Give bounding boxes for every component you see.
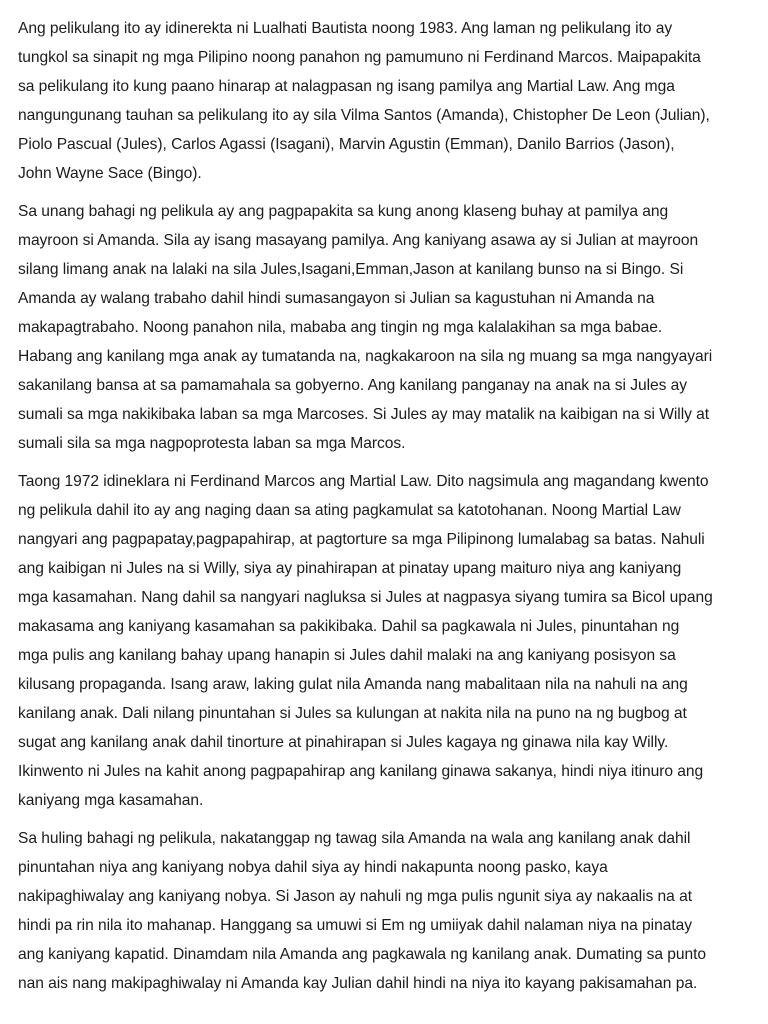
text-line: hindi pa rin nila ito mahanap. Hanggang sa umuwi si Em ng umiiyak dahil nalaman niya na pinatay [18, 917, 692, 934]
text-line: silang limang anak na lalaki na sila Jules,Isagani,Emman,Jason at kanilang bunso na si Bingo. Si [18, 261, 684, 278]
paragraph-2 [18, 197, 756, 458]
text-line: sakanilang bansa at sa pamamahala sa gobyerno. Ang kanilang panganay na anak na si Jules ay [18, 377, 688, 394]
text-line: nan ais nang makipaghiwalay ni Amanda kay Julian dahil hindi na niya ito kayang pakisamahan pa. [18, 975, 698, 992]
text-line: Piolo Pascual (Jules), Carlos Agassi (Isagani), Marvin Agustin (Emman), Danilo Barrios (Jason), [18, 136, 675, 153]
text-line: John Wayne Sace (Bingo). [18, 165, 202, 182]
text-line: Ikinwento ni Jules na kahit anong pagpapahirap ang kanilang ginawa sakanya, hindi niya itinuro ang [18, 763, 704, 780]
text-line: Ang pelikulang ito ay idinerekta ni Lualhati Bautista noong 1983. Ang laman ng pelikulang ito ay [18, 20, 673, 37]
document-body [18, 14, 756, 1007]
text-line: ng pelikula dahil ito ay ang naging daan sa ating pagkamulat sa katotohanan. Noong Martial Law [18, 502, 681, 519]
text-line: nangyari ang pagpapatay,pagpapahirap, at pagtorture sa mga Pilipinong lumalabag sa batas. Nahuli [18, 531, 705, 548]
text-line: nakipaghiwalay ang kaniyang nobya. Si Jason ay nahuli ng mga pulis ngunit siya ay nakaalis na at [18, 888, 692, 905]
text-line: Amanda ay walang trabaho dahil hindi sumasangayon si Julian sa kagustuhan ni Amanda na [18, 290, 655, 307]
text-line: Taong 1972 idineklara ni Ferdinand Marcos ang Martial Law. Dito nagsimula ang magandang kwento [18, 473, 709, 490]
text-line: Habang ang kanilang mga anak ay tumatanda na, nagkakaroon na sila ng muang sa mga nangyayari [18, 348, 713, 365]
text-line: pinuntahan niya ang kaniyang nobya dahil siya ay hindi nakapunta noong pasko, kaya [18, 859, 608, 876]
text-line: sa pelikulang ito kung paano hinarap at nalagpasan ng isang pamilya ang Martial Law. Ang mga [18, 78, 675, 95]
text-line: sugat ang kanilang anak dahil tinorture at pinahirapan si Jules kagaya ng ginawa nila kay Willy. [18, 734, 669, 751]
text-line: mga kasamahan. Nang dahil sa nangyari nagluksa si Jules at nagpasya siyang tumira sa Bicol upang [18, 589, 713, 606]
paragraph-1 [18, 14, 756, 188]
text-line: makasama ang kaniyang kasamahan sa pakikibaka. Dahil sa pagkawala ni Jules, pinuntahan ng [18, 618, 680, 635]
paragraph-4 [18, 824, 756, 998]
text-line: Sa unang bahagi ng pelikula ay ang pagpapakita sa kung anong klaseng buhay at pamilya ang [18, 203, 669, 220]
text-line: makapagtrabaho. Noong panahon nila, mababa ang tingin ng mga kalalakihan sa mga babae. [18, 319, 663, 336]
text-line: mayroon si Amanda. Sila ay isang masayang pamilya. Ang kaniyang asawa ay si Julian at mayroon [18, 232, 699, 249]
text-line: kanilang anak. Dali nilang pinuntahan si Jules sa kulungan at nakita nila na puno na ng bugbog at [18, 705, 687, 722]
text-line: ang kaibigan ni Jules na si Willy, siya ay pinahirapan at pinatay upang maituro niya ang kaniyang [18, 560, 682, 577]
text-line: Sa huling bahagi ng pelikula, nakatanggap ng tawag sila Amanda na wala ang kanilang anak dahil [18, 830, 691, 847]
text-line: sumali sila sa mga nagpoprotesta laban sa mga Marcos. [18, 435, 406, 452]
text-line: tungkol sa sinapit ng mga Pilipino noong panahon ng pamumuno ni Ferdinand Marcos. Maipapakita [18, 49, 701, 66]
text-line: sumali sa mga nakikibaka laban sa mga Marcoses. Si Jules ay may matalik na kaibigan na si Willy at [18, 406, 710, 423]
text-line: kaniyang mga kasamahan. [18, 792, 204, 809]
text-line: mga pulis ang kanilang bahay upang hanapin si Jules dahil malaki na ang kaniyang posisyon sa [18, 647, 676, 664]
text-line: ang kaniyang kapatid. Dinamdam nila Amanda ang pagkawala ng kanilang anak. Dumating sa punto [18, 946, 707, 963]
text-line: kilusang propaganda. Isang araw, laking gulat nila Amanda nang mabalitaan nila na nahuli na ang [18, 676, 688, 693]
text-line: nangungunang tauhan sa pelikulang ito ay sila Vilma Santos (Amanda), Chistopher De Leon (Julian), [18, 107, 710, 124]
paragraph-3 [18, 467, 756, 815]
